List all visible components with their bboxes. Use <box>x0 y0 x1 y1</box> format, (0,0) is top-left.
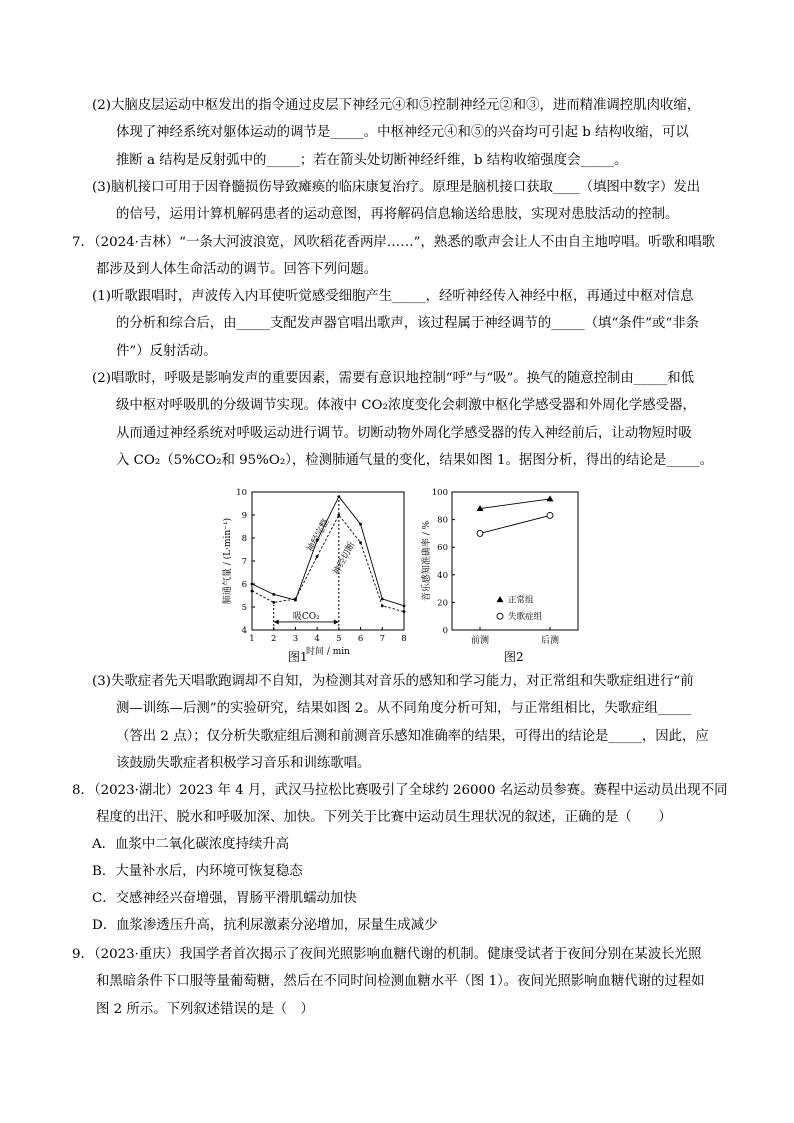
annotation-label: 吸CO₂ <box>292 611 320 622</box>
option-d[interactable]: D．血浆渗透压升高，抗利尿激素分泌增加，尿量生成减少 <box>92 918 438 933</box>
y-tick-label: 6 <box>241 580 247 590</box>
y-tick-label: 0 <box>442 626 448 636</box>
text-line: (3)脑机接口可用于因脊髓损伤导致瘫痪的临床康复治疗。原理是脑机接口获取____（填图中数字）发出 <box>92 180 701 195</box>
y-tick-label: 4 <box>241 626 247 636</box>
text-line: 和黑暗条件下口服等量葡萄糖，然后在不同时间检测血糖水平（图 1）。夜间光照影响血糖代谢的过程如 <box>96 974 705 990</box>
x-axis-label: 时间 / min <box>306 647 350 657</box>
text-line: 从而通过神经系统对呼吸运动进行调节。切断动物外周化学感受器的传入神经前后，让动物短时吸 <box>116 425 692 441</box>
data-point <box>272 593 275 596</box>
x-tick-label: 6 <box>357 634 364 644</box>
marker-circle <box>547 512 553 518</box>
y-tick-label: 40 <box>437 570 448 581</box>
data-point <box>294 598 297 601</box>
series-line-1 <box>480 515 550 533</box>
data-point <box>403 610 406 613</box>
y-axis-label: 肺通气量 / (L·min⁻¹) <box>223 517 233 605</box>
question-6-part-2 <box>92 92 752 174</box>
text-line: 推断 a 结构是反射弧中的_____；若在箭头处切断神经纤维，b 结构收缩强度会_____。 <box>116 152 628 168</box>
option-a[interactable]: A．血浆中二氧化碳浓度持续升高 <box>92 837 290 852</box>
series-line-0 <box>252 497 404 606</box>
x-tick-label: 2 <box>271 634 277 644</box>
figure-1 <box>218 482 418 676</box>
data-point <box>337 495 340 498</box>
y-tick-label: 80 <box>437 515 448 526</box>
question-6-part-3 <box>92 174 752 229</box>
data-point <box>272 601 275 604</box>
figure-2 <box>418 482 588 676</box>
legend-marker-triangle <box>497 596 504 602</box>
text-line: 都涉及到人体生命活动的调节。回答下列问题。 <box>96 262 378 278</box>
text-line: 9．（2023·重庆）我国学者首次揭示了夜间光照影响血糖代谢的机制。健康受试者于夜间分别在某波长光照 <box>72 947 702 962</box>
text-line: (1)听歌跟唱时，声波传入内耳使听觉感受细胞产生_____，经听神经传入神经中枢，再通过中枢对信息 <box>92 289 694 304</box>
x-tick-label: 5 <box>336 634 342 644</box>
text-line: 件”）反射活动。 <box>116 343 217 359</box>
option-c[interactable]: C．交感神经兴奋增强，胃肠平滑肌蠕动加快 <box>92 891 357 906</box>
x-tick-label: 3 <box>292 634 299 644</box>
series-label-cut: 神经切断 <box>331 540 358 578</box>
text-line: (2)大脑皮层运动中枢发出的指令通过皮层下神经元④和⑤控制神经元②和③，进而精准调控肌肉收缩， <box>92 98 701 113</box>
plot-frame <box>452 492 578 630</box>
x-category-label: 前测 <box>470 636 490 646</box>
text-line: 的分析和综合后，由_____支配发声器官唱出歌声，该过程属于神经调节的_____（填“条件”或“非条 <box>116 316 699 332</box>
figure-2-chart <box>418 482 588 672</box>
text-line: 体现了神经系统对躯体运动的调节是_____。中枢神经元④和⑤的兴奋均可引起 b 结构收缩，可以 <box>116 125 689 141</box>
legend-label-normal: 正常组 <box>508 595 534 606</box>
y-tick-label: 100 <box>431 488 448 498</box>
text-line: 测—训练—后测”的实验研究，结果如图 2。从不同角度分析可知，与正常组相比，失歌症组_____ <box>116 701 692 717</box>
figure-1-chart <box>218 482 418 672</box>
y-axis-label: 音乐感知准确率 / % <box>422 520 432 602</box>
text-line: 该鼓励失歌症者积极学习音乐和训练歌唱。 <box>116 755 371 771</box>
annotation-arrow-right <box>334 619 339 624</box>
x-tick-label: 1 <box>249 634 255 644</box>
text-line: 的信号，运用计算机解码患者的运动意图，再将解码信息输送给患肢，实现对患肢活动的控制。 <box>116 207 679 223</box>
figure-2-caption: 图2 <box>504 650 524 664</box>
text-line: 入 CO₂（5%CO₂和 95%O₂），检测肺通气量的变化，结果如图 1。据图分析，得出的结论是_____。 <box>116 452 714 468</box>
series-label-intact: 神经完整 <box>305 517 332 555</box>
y-tick-label: 60 <box>437 543 448 554</box>
x-tick-label: 7 <box>379 634 385 644</box>
legend-marker-circle <box>497 613 503 619</box>
question-7-part-1 <box>92 283 752 365</box>
text-line: （答出 2 点）；仅分析失歌症组后测和前测音乐感知准确率的结果，可得出的结论是_____，因此，应 <box>116 728 709 744</box>
plot-frame <box>252 492 404 630</box>
data-point <box>381 598 384 601</box>
data-point <box>251 583 254 586</box>
text-line: (3)失歌症者先天唱歌跑调却不自知，为检测其对音乐的感知和学习能力，对正常组和失歌症组进行“前 <box>92 674 694 689</box>
marker-triangle <box>547 495 554 501</box>
y-tick-label: 5 <box>241 603 247 613</box>
y-tick-label: 9 <box>241 511 247 521</box>
marker-circle <box>477 530 483 536</box>
option-b[interactable]: B．大量补水后，内环境可恢复稳态 <box>92 864 303 879</box>
legend-label-amusia: 失歌症组 <box>508 612 543 623</box>
x-category-label: 后测 <box>540 636 560 646</box>
question-7-part-2 <box>92 365 752 474</box>
text-line: 图 2 所示。下列叙述错误的是（ ） <box>96 1001 314 1017</box>
series-line-1 <box>252 515 404 612</box>
y-tick-label: 8 <box>241 534 247 544</box>
y-tick-label: 10 <box>236 488 247 498</box>
text-line: 级中枢对呼吸肌的分级调节实现。体液中 CO₂浓度变化会刺激中枢化学感受器和外周化学感受器， <box>116 398 696 414</box>
data-point <box>337 514 340 517</box>
x-tick-label: 8 <box>401 634 407 644</box>
question-7-stem <box>72 229 752 284</box>
question-8-stem <box>72 777 752 832</box>
data-point <box>359 541 362 544</box>
data-point <box>403 604 406 607</box>
text-line: 7．（2024·吉林）“一条大河波浪宽，风吹稻花香两岸……”，熟悉的歌声会让人不由自主地哼唱。听歌和唱歌 <box>72 235 716 250</box>
figure-1-caption: 图1 <box>288 650 308 664</box>
annotation-arrow-left <box>274 619 279 624</box>
series-line-0 <box>480 499 550 509</box>
question-7-part-3 <box>92 668 752 777</box>
text-line: (2)唱歌时，呼吸是影响发声的重要因素，需要有意识地控制“呼”与“吸”。换气的随意控制由_____和低 <box>92 371 695 386</box>
data-point <box>251 590 254 593</box>
text-line: 8．（2023·湖北）2023 年 4 月，武汉马拉松比赛吸引了全球约 26000 名运动员参赛。赛程中运动员出现不同 <box>72 783 728 798</box>
x-tick-label: 4 <box>314 634 320 644</box>
question-9-stem <box>72 941 752 1023</box>
data-point <box>359 523 362 526</box>
text-line: 程度的出汗、脱水和呼吸加深、加快。下列关于比赛中运动员生理状况的叙述，正确的是（ ） <box>96 810 672 826</box>
data-point <box>316 555 319 558</box>
data-point <box>381 604 384 607</box>
y-tick-label: 7 <box>241 557 247 567</box>
y-tick-label: 20 <box>437 598 448 609</box>
